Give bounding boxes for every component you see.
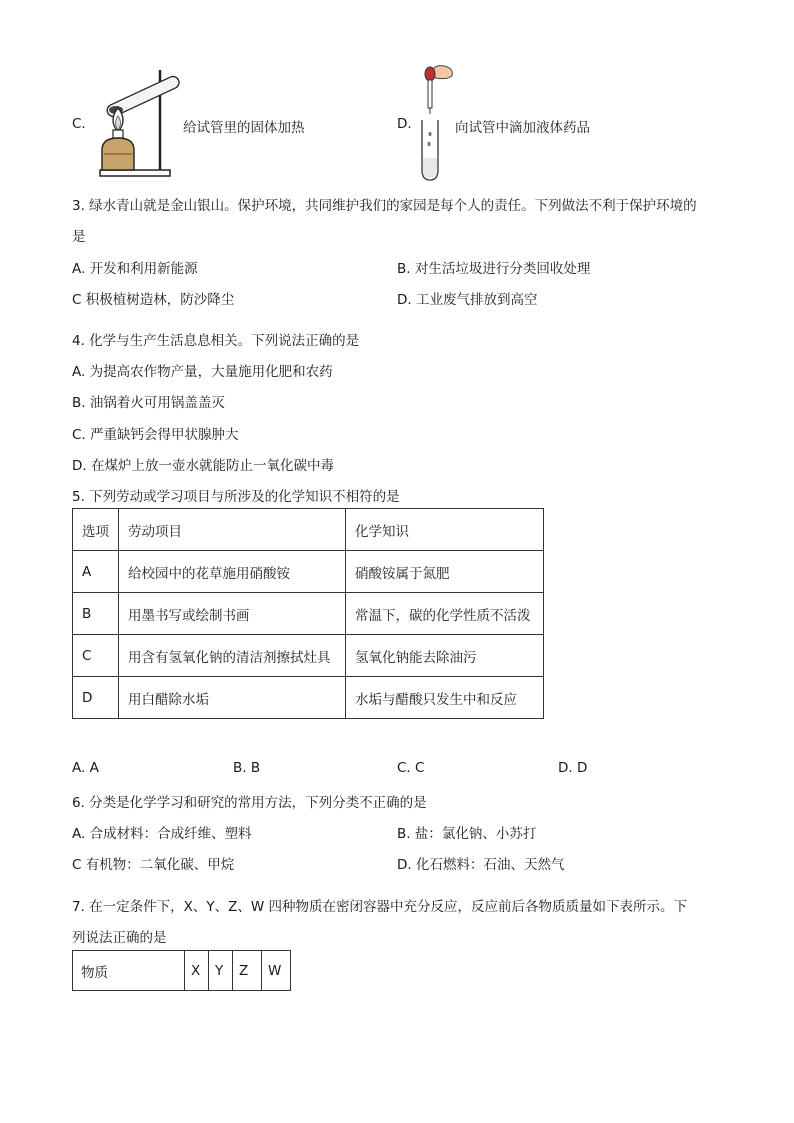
q5-table: [72, 508, 544, 719]
q7-stem-line1: 7. 在一定条件下，X、Y、Z、W 四种物质在密闭容器中充分反应，反应前后各物质质量如下表所示。下: [72, 899, 688, 915]
table-cell: 氢氧化钠能去除油污: [346, 635, 544, 677]
q6-option-b: B. 盐：氯化钠、小苏打: [397, 826, 537, 842]
q5-stem: 5. 下列劳动或学习项目与所涉及的化学知识不相符的是: [72, 489, 400, 505]
option-d-text: 向试管中滴加液体药品: [455, 120, 590, 136]
table-header-cell: X: [185, 951, 209, 991]
q4-option-d: D. 在煤炉上放一壶水就能防止一氧化碳中毒: [72, 458, 334, 474]
q4-option-c: C. 严重缺钙会得甲状腺肿大: [72, 427, 239, 443]
table-header-cell: Y: [209, 951, 233, 991]
heating-apparatus-figure: [94, 66, 186, 178]
table-cell: 用白醋除水垢: [119, 677, 346, 719]
q3-option-d: D. 工业废气排放到高空: [397, 292, 538, 308]
table-header-row: [73, 951, 291, 991]
q4-option-b: B. 油锅着火可用锅盖盖灭: [72, 395, 225, 411]
q6-option-a: A. 合成材料：合成纤维、塑料: [72, 826, 252, 842]
q3-option-c: C 积极植树造林，防沙降尘: [72, 292, 235, 308]
q4-option-a: A. 为提高农作物产量，大量施用化肥和农药: [72, 364, 333, 380]
table-header-cell: W: [262, 951, 291, 991]
lamp-wick: [113, 130, 123, 138]
table-cell: D: [73, 677, 119, 719]
table-cell: 用墨书写或绘制书画: [119, 593, 346, 635]
q5-answer-b: B. B: [233, 760, 261, 776]
dropper-figure: [412, 60, 456, 184]
q6-option-c: C 有机物：二氧化碳、甲烷: [72, 857, 235, 873]
table-cell: 给校园中的花草施用硝酸铵: [119, 551, 346, 593]
table-cell: A: [73, 551, 119, 593]
table-cell: B: [73, 593, 119, 635]
q3-stem-line2: 是: [72, 229, 86, 245]
q6-option-d: D. 化石燃料：石油、天然气: [397, 857, 565, 873]
table-cell: 水垢与醋酸只发生中和反应: [346, 677, 544, 719]
dropper-tube: [428, 80, 432, 108]
q7-stem-line2: 列说法正确的是: [72, 930, 167, 946]
table-row: [73, 677, 544, 719]
q5-answer-a: A. A: [72, 760, 99, 776]
table-header-cell: 选项: [73, 509, 119, 551]
q5-answer-c: C. C: [397, 760, 425, 776]
stand-base: [100, 170, 170, 176]
table-header-cell: Z: [233, 951, 262, 991]
option-c-text: 给试管里的固体加热: [183, 120, 305, 136]
q3-stem-line1: 3. 绿水青山就是金山银山。保护环境，共同维护我们的家园是每个人的责任。下列做法不利于保护环境的: [72, 198, 697, 214]
q5-answer-d: D. D: [558, 760, 588, 776]
table-cell: C: [73, 635, 119, 677]
option-c-letter: C.: [72, 116, 86, 132]
liquid: [423, 158, 437, 178]
table-row: [73, 593, 544, 635]
q3-option-b: B. 对生活垃圾进行分类回收处理: [397, 261, 591, 277]
dropper-bulb: [425, 67, 435, 81]
table-header-cell: 劳动项目: [119, 509, 346, 551]
table-header-cell: 物质: [73, 951, 185, 991]
q4-stem: 4. 化学与生产生活息息相关。下列说法正确的是: [72, 333, 360, 349]
q6-stem: 6. 分类是化学学习和研究的常用方法，下列分类不正确的是: [72, 795, 427, 811]
table-row: [73, 635, 544, 677]
table-header-cell: 化学知识: [346, 509, 544, 551]
table-header-row: [73, 509, 544, 551]
table-row: [73, 551, 544, 593]
table-cell: 硝酸铵属于氮肥: [346, 551, 544, 593]
q7-table: [72, 950, 291, 991]
table-cell: 常温下，碳的化学性质不活泼: [346, 593, 544, 635]
q3-option-a: A. 开发和利用新能源: [72, 261, 198, 277]
table-cell: 用含有氢氧化钠的清洁剂擦拭灶具: [119, 635, 346, 677]
option-d-letter: D.: [397, 116, 412, 132]
